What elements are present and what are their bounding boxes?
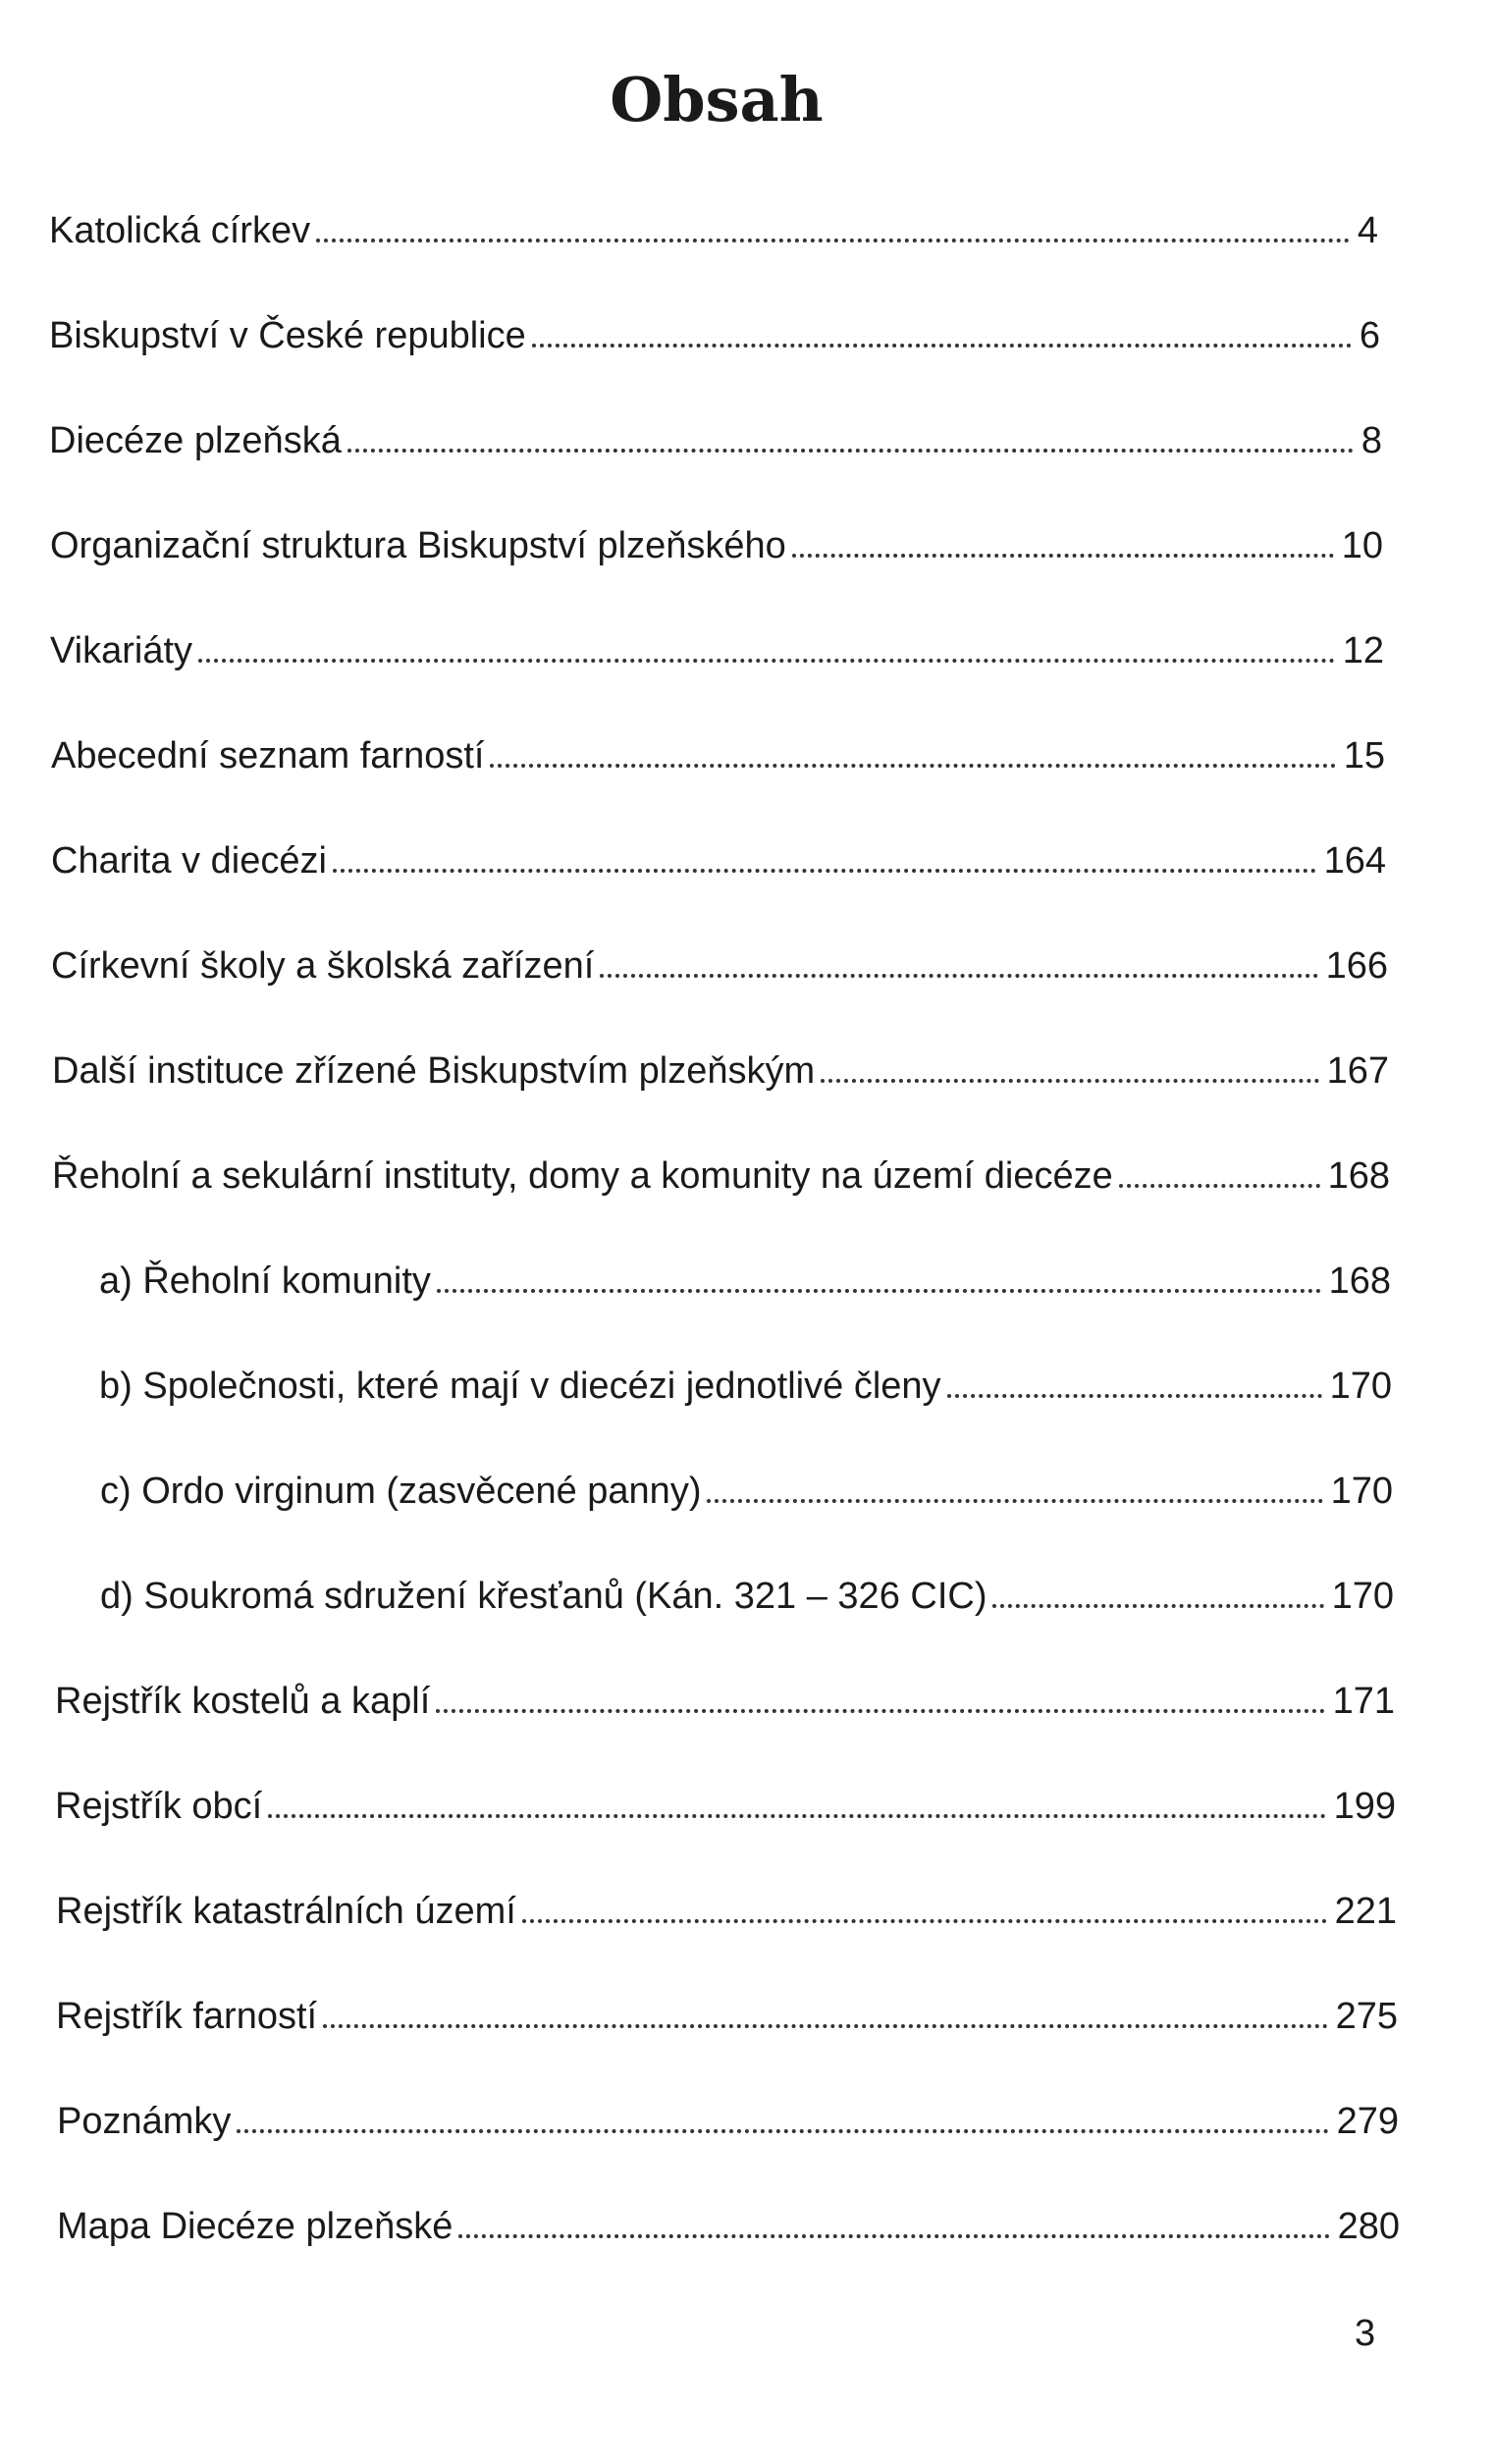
toc-leader-dots bbox=[323, 2024, 1328, 2028]
toc-entry-label: b) Společnosti, které mají v diecézi jednotlivé členy bbox=[99, 1366, 941, 1407]
toc-leader-dots bbox=[532, 344, 1352, 348]
toc-leader-dots bbox=[792, 554, 1334, 558]
toc-entry-label: Mapa Diecéze plzeňské bbox=[57, 2206, 454, 2247]
toc-entry-page: 275 bbox=[1335, 1996, 1398, 2037]
toc-entry-page: 4 bbox=[1357, 210, 1378, 251]
toc-entry-page: 12 bbox=[1342, 630, 1384, 671]
toc-entry-label: Rejstřík farností bbox=[56, 1996, 318, 2037]
toc-leader-dots bbox=[947, 1394, 1322, 1398]
toc-entry-label: Poznámky bbox=[57, 2101, 232, 2142]
toc-entry-label: Biskupství v České republice bbox=[49, 315, 526, 356]
toc-entry-page: 280 bbox=[1337, 2206, 1400, 2247]
toc-entry-page: 8 bbox=[1361, 420, 1382, 461]
toc-leader-dots bbox=[600, 974, 1317, 978]
toc-entry-page: 279 bbox=[1336, 2101, 1399, 2142]
toc-entry bbox=[52, 1152, 1390, 1201]
toc-entry bbox=[55, 1677, 1395, 1726]
toc-entry bbox=[55, 1782, 1396, 1831]
toc-entry bbox=[56, 1992, 1398, 2041]
toc-leader-dots bbox=[237, 2129, 1328, 2133]
toc-entry-label: Charita v diecézi bbox=[51, 840, 327, 882]
toc-entry-page: 170 bbox=[1330, 1471, 1393, 1512]
toc-leader-dots bbox=[316, 239, 1350, 242]
toc-subentry bbox=[100, 1572, 1394, 1621]
page-title: Obsah bbox=[610, 64, 824, 135]
toc-entry bbox=[49, 206, 1378, 255]
toc-entry-page: 168 bbox=[1327, 1155, 1390, 1197]
toc-leader-dots bbox=[522, 1919, 1327, 1923]
toc-entry-label: Organizační struktura Biskupství plzeňského bbox=[50, 525, 786, 566]
toc-leader-dots bbox=[333, 869, 1316, 873]
toc-leader-dots bbox=[198, 659, 1335, 663]
toc-entry-page: 15 bbox=[1343, 735, 1385, 777]
toc-entry-label: Rejstřík kostelů a kaplí bbox=[55, 1681, 431, 1722]
toc-entry-page: 164 bbox=[1323, 840, 1386, 882]
toc-entry-page: 171 bbox=[1332, 1681, 1395, 1722]
toc-leader-dots bbox=[436, 1709, 1324, 1713]
toc-leader-dots bbox=[1119, 1184, 1320, 1188]
toc-entry bbox=[49, 311, 1380, 360]
toc-entry-label: d) Soukromá sdružení křesťanů (Kán. 321 – 326 CIC) bbox=[100, 1576, 987, 1617]
toc-entry bbox=[50, 521, 1383, 570]
toc-subentry bbox=[99, 1257, 1391, 1306]
toc-leader-dots bbox=[347, 449, 1354, 453]
toc-entry-page: 170 bbox=[1329, 1366, 1392, 1407]
toc-entry-label: Církevní školy a školská zařízení bbox=[51, 945, 595, 987]
toc-entry bbox=[51, 941, 1388, 991]
toc-entry-label: Rejstřík katastrálních území bbox=[56, 1891, 516, 1932]
toc-entry-label: a) Řeholní komunity bbox=[99, 1260, 431, 1302]
toc-entry-page: 10 bbox=[1341, 525, 1383, 566]
toc-entry bbox=[50, 626, 1384, 675]
toc-entry-page: 221 bbox=[1334, 1891, 1397, 1932]
toc-entry-label: Katolická církev bbox=[49, 210, 311, 251]
toc-leader-dots bbox=[992, 1604, 1323, 1608]
toc-entry bbox=[57, 2097, 1399, 2146]
toc-entry-page: 170 bbox=[1331, 1576, 1394, 1617]
toc-entry-label: Rejstřík obcí bbox=[55, 1786, 263, 1827]
toc-entry-label: Vikariáty bbox=[50, 630, 193, 671]
toc-leader-dots bbox=[490, 764, 1335, 768]
toc-entry-label: Řeholní a sekulární instituty, domy a komunity na území diecéze bbox=[52, 1155, 1113, 1197]
toc-entry-page: 167 bbox=[1326, 1050, 1389, 1092]
toc-subentry bbox=[100, 1467, 1393, 1516]
toc-entry bbox=[51, 836, 1386, 885]
toc-leader-dots bbox=[821, 1079, 1318, 1083]
toc-entry bbox=[49, 416, 1382, 465]
toc-leader-dots bbox=[458, 2234, 1329, 2238]
toc-entry-label: Abecední seznam farností bbox=[51, 735, 485, 777]
toc-entry-label: c) Ordo virginum (zasvěcené panny) bbox=[100, 1471, 702, 1512]
toc-entry bbox=[51, 731, 1385, 780]
toc-leader-dots bbox=[707, 1499, 1322, 1503]
page-number: 3 bbox=[1355, 2313, 1376, 2354]
toc-entry-page: 6 bbox=[1359, 315, 1380, 356]
toc-entry-page: 168 bbox=[1328, 1260, 1391, 1302]
toc-entry-label: Diecéze plzeňská bbox=[49, 420, 342, 461]
toc-entry bbox=[57, 2202, 1400, 2251]
toc-subentry bbox=[99, 1362, 1392, 1411]
toc-entry-page: 166 bbox=[1325, 945, 1388, 987]
toc-entry bbox=[56, 1887, 1397, 1936]
toc-leader-dots bbox=[437, 1289, 1321, 1293]
toc-entry bbox=[52, 1046, 1389, 1096]
toc-entry-page: 199 bbox=[1333, 1786, 1396, 1827]
toc-entry-label: Další instituce zřízené Biskupstvím plzeňským bbox=[52, 1050, 816, 1092]
toc-leader-dots bbox=[268, 1814, 1325, 1818]
